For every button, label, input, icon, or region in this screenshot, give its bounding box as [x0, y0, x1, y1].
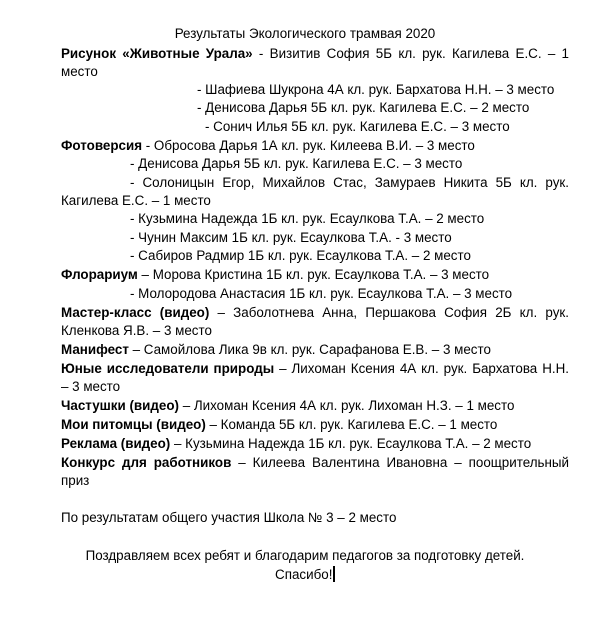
foto-item-1: - Денисова Дарья 5Б кл. рук. Кагилева Е.С. – 3 место	[130, 156, 463, 171]
foto-item-3: - Кузьмина Надежда 1Б кл. рук. Есаулкова Т.А. – 2 место	[130, 211, 485, 226]
risunok-item-1: - Шафиева Шукрона 4А кл. рук. Бархатова Н.Н. – 3 место	[197, 82, 555, 97]
risunok-heading: Рисунок «Животные Урала»	[61, 46, 253, 61]
contest-line	[61, 454, 569, 472]
contest-cont: приз	[61, 473, 90, 488]
risunok-item-2: - Денисова Дарья 5Б кл. рук. Кагилева Е.С. – 2 место	[197, 100, 530, 115]
master-heading: Мастер-класс (видео)	[61, 305, 210, 320]
foto-item-4: - Чунин Максим 1Б кл. рук. Есаулкова Т.А. - 3 место	[130, 230, 452, 245]
young-line1: – Лихоман Ксения 4А кл. рук. Бархатова Н.Н.	[274, 361, 569, 376]
contest-heading: Конкурс для работников	[61, 455, 232, 470]
overall-result: По результатам общего участия Школа № 3 – 2 место	[61, 510, 397, 525]
flora-line1: – Морова Кристина 1Б кл. рук. Есаулкова Т.А. – 3 место	[137, 267, 490, 282]
risunok-line1: - Визитив София 5Б кл. рук. Кагилева Е.С. – 1	[252, 46, 570, 61]
flora-item: - Молородова Анастасия 1Б кл. рук. Есаулкова Т.А. – 3 место	[130, 286, 513, 301]
chast-heading: Частушки (видео)	[61, 398, 179, 413]
pets-line	[61, 416, 569, 434]
risunok-line	[61, 45, 569, 63]
thanks-line	[0, 566, 610, 584]
pets-heading: Мои питомцы (видео)	[61, 417, 206, 432]
document-title: Результаты Экологического трамвая 2020	[174, 26, 436, 41]
foto-heading: Фотоверсия	[61, 138, 143, 153]
risunok-cont: место	[61, 64, 98, 79]
contest-line1: – Килеева Валентина Ивановна – поощрительный	[231, 455, 570, 470]
manifest-line	[61, 341, 569, 359]
flora-heading: Флорариум	[61, 267, 138, 282]
foto-line	[61, 137, 569, 155]
foto-item-2: - Солоницын Егор, Михайлов Стас, Замураев Никита 5Б кл. рук.	[130, 175, 569, 190]
flora-line	[61, 266, 569, 284]
manifest-rest: – Самойлова Лика 9в кл. рук. Сарафанова Е.В. – 3 место	[128, 342, 491, 357]
congrats-line: Поздравляем всех ребят и благодарим педагогов за подготовку детей.	[85, 548, 525, 563]
risunok-item-3: - Сонич Илья 5Б кл. рук. Кагилева Е.С. – 3 место	[205, 119, 510, 134]
young-line	[61, 360, 569, 378]
chast-rest: – Лихоман Ксения 4А кл. рук. Лихоман Н.З. – 1 место	[178, 398, 515, 413]
ads-rest: – Кузьмина Надежда 1Б кл. рук. Есаулкова Т.А. – 2 место	[170, 436, 532, 451]
foto-item-2-cont: Кагилева Е.С. – 1 место	[61, 193, 211, 208]
text-cursor	[333, 566, 335, 582]
young-heading: Юные исследователи природы	[61, 361, 275, 376]
master-cont: Кленкова Я.В. – 3 место	[61, 323, 212, 338]
foto-item-5: - Сабиров Радмир 1Б кл. рук. Есаулкова Т.А. – 2 место	[130, 248, 471, 263]
thanks-text: Спасибо!	[275, 567, 333, 582]
chast-line	[61, 397, 569, 415]
ads-heading: Реклама (видео)	[61, 436, 171, 451]
ads-line	[61, 435, 569, 453]
master-line1: – Заболотнева Анна, Першакова София 2Б кл. рук.	[209, 305, 569, 320]
foto-line1: - Обросова Дарья 1А кл. рук. Килеева В.И. – 3 место	[142, 138, 475, 153]
young-cont: – 3 место	[61, 379, 121, 394]
master-line	[61, 304, 569, 322]
manifest-heading: Манифест	[61, 342, 129, 357]
pets-rest: – Команда 5Б кл. рук. Кагилева Е.С. – 1 место	[205, 417, 498, 432]
